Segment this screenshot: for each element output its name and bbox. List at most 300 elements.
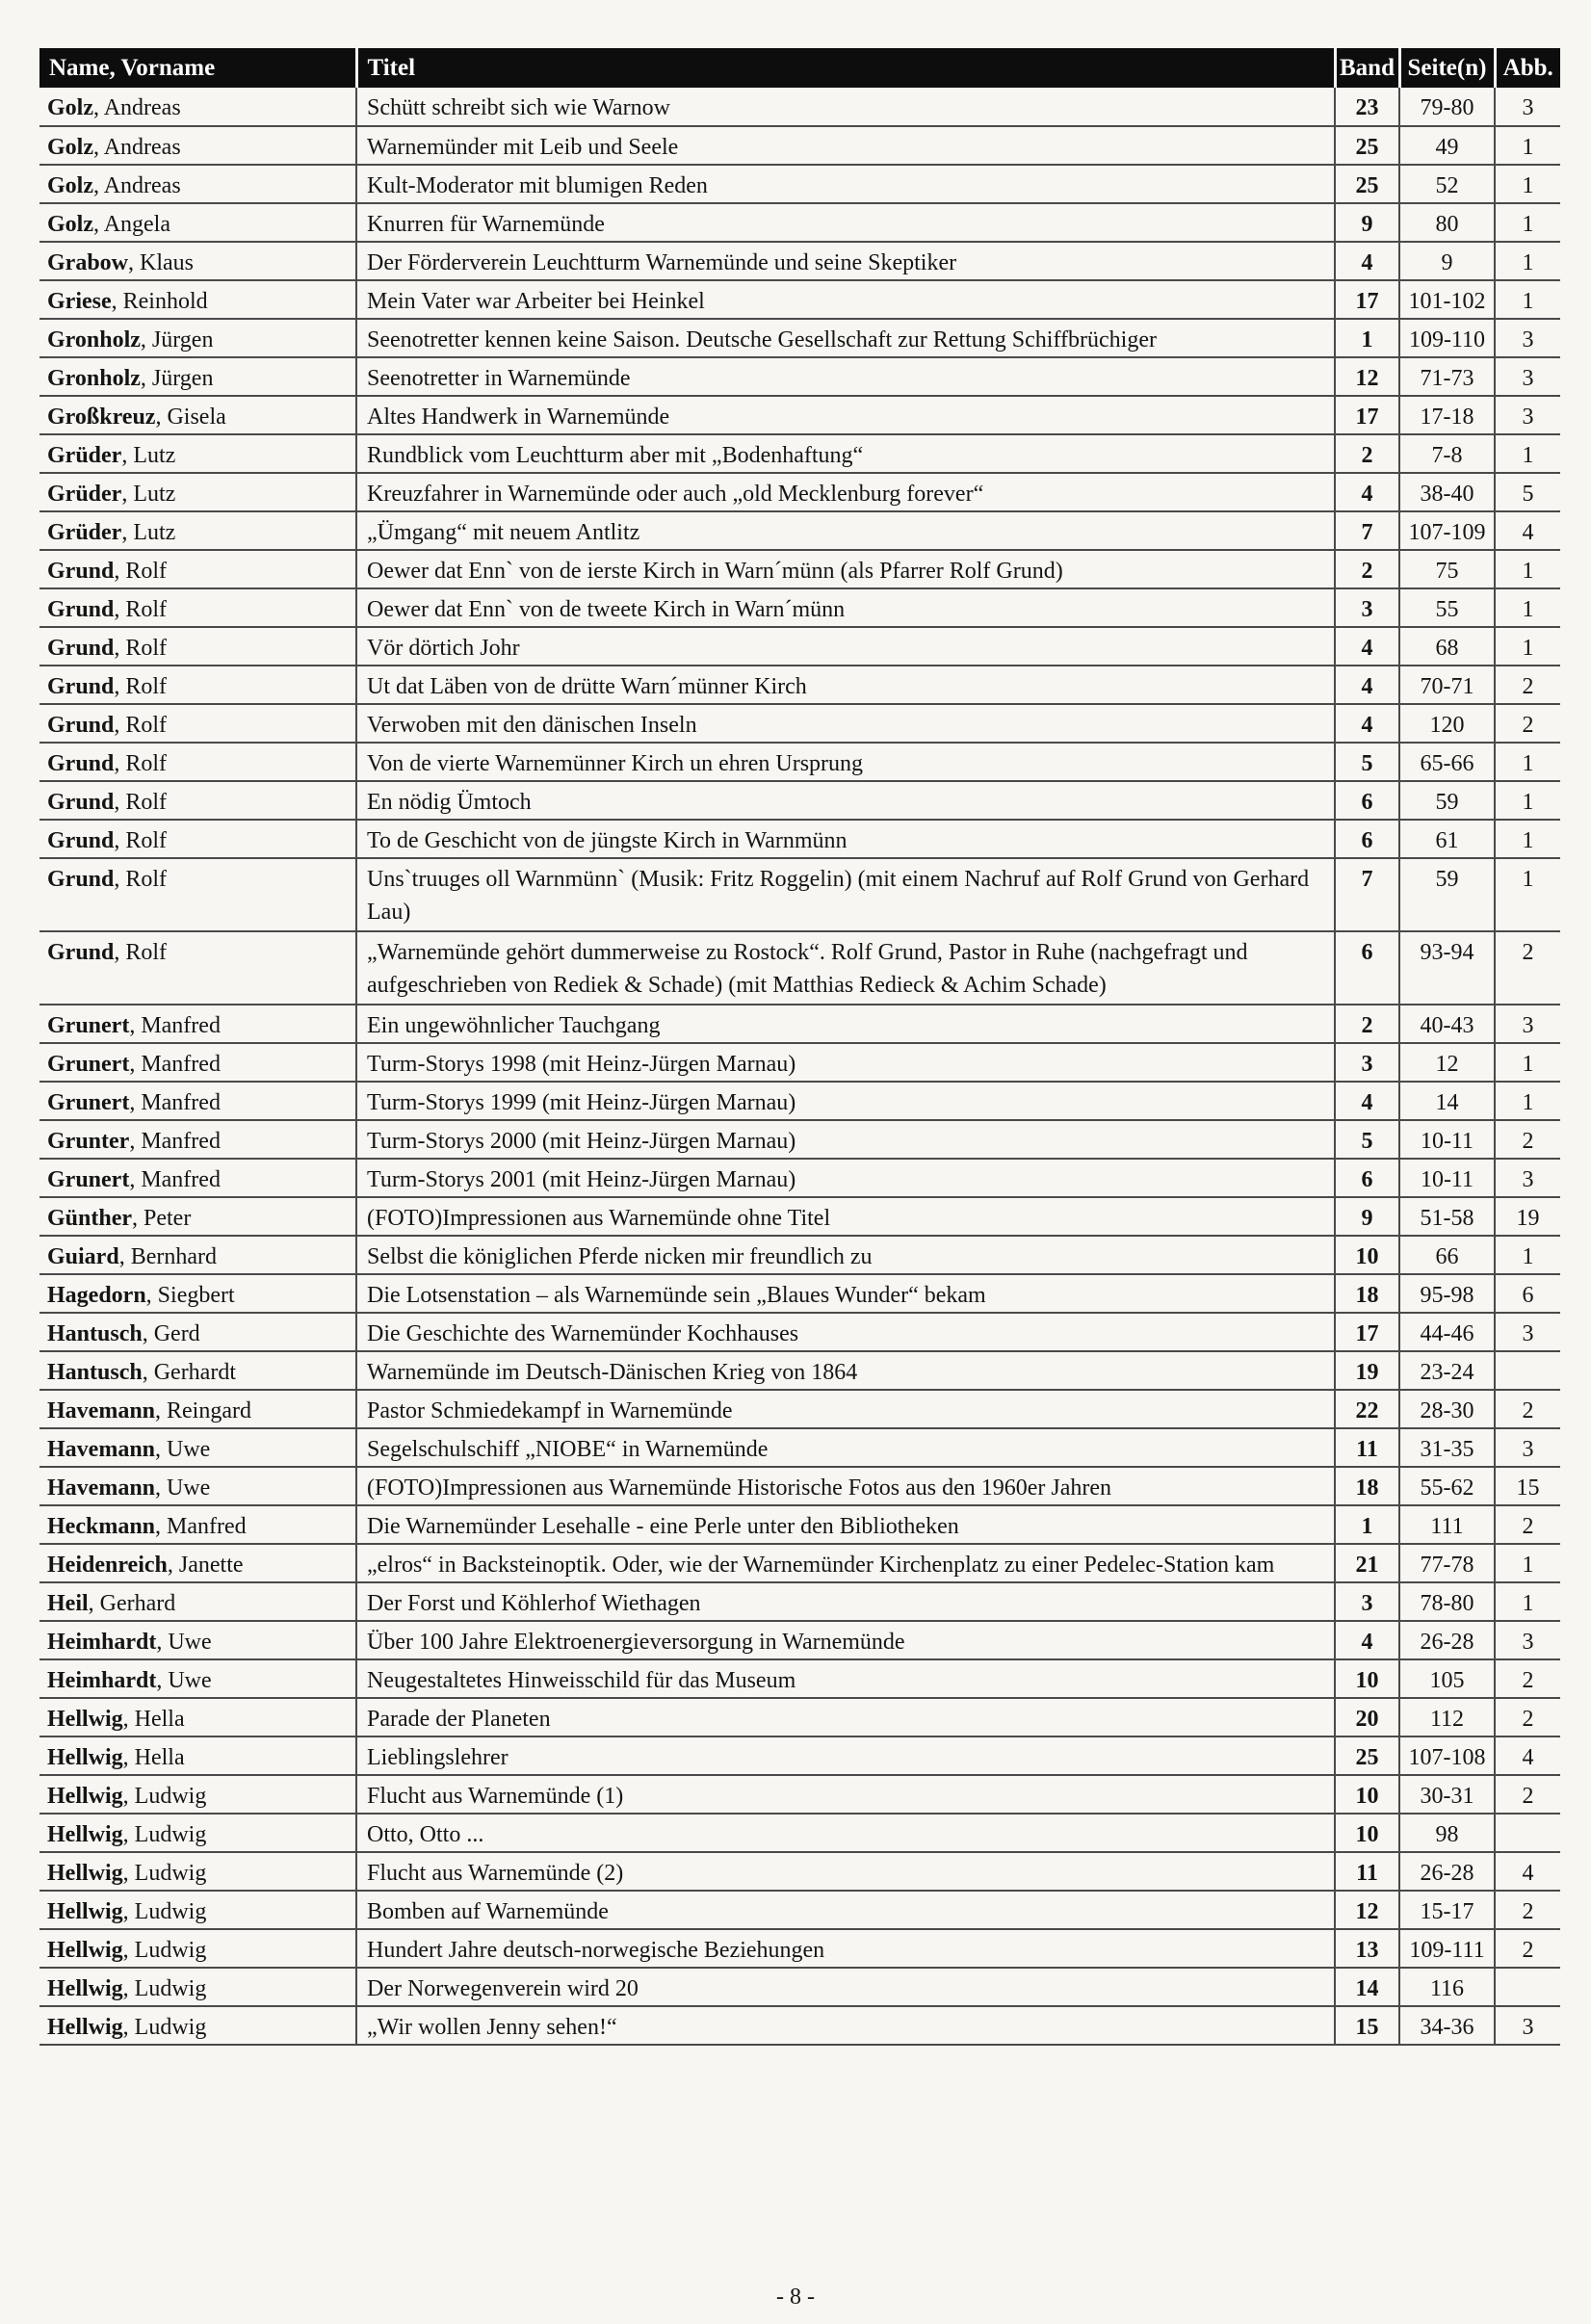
band-cell: 22 — [1335, 1390, 1399, 1428]
author-firstname: Ludwig — [134, 1822, 207, 1847]
pages-cell: 78-80 — [1399, 1582, 1495, 1621]
band-cell: 3 — [1335, 1582, 1399, 1621]
pages-cell: 59 — [1399, 858, 1495, 931]
article-title-cell: Selbst die königlichen Pferde nicken mir freundlich zu — [356, 1236, 1335, 1274]
table-row — [39, 1736, 1560, 1775]
figures-cell: 2 — [1495, 666, 1560, 704]
figures-cell: 4 — [1495, 1736, 1560, 1775]
author-name-cell: Hellwig, Ludwig — [39, 1814, 356, 1852]
figures-cell: 3 — [1495, 1428, 1560, 1467]
author-name-cell: Golz, Andreas — [39, 126, 356, 165]
table-row — [39, 1351, 1560, 1390]
author-surname: Gronholz — [47, 366, 141, 391]
author-surname: Hellwig — [47, 2015, 123, 2040]
pages-cell: 9 — [1399, 242, 1495, 280]
author-firstname: Gerhardt — [153, 1360, 236, 1385]
author-firstname: Lutz — [133, 482, 176, 507]
author-surname: Havemann — [47, 1398, 156, 1423]
pages-cell: 52 — [1399, 165, 1495, 203]
table-row — [39, 396, 1560, 434]
pages-cell: 10-11 — [1399, 1159, 1495, 1197]
table-header — [39, 48, 1560, 88]
pages-cell: 31-35 — [1399, 1428, 1495, 1467]
figures-cell: 3 — [1495, 88, 1560, 126]
band-cell: 10 — [1335, 1775, 1399, 1814]
author-name-cell: Hellwig, Ludwig — [39, 1929, 356, 1968]
header-band: Band — [1335, 48, 1399, 88]
figures-cell: 1 — [1495, 126, 1560, 165]
table-body — [39, 88, 1560, 2045]
figures-cell: 1 — [1495, 1236, 1560, 1274]
author-firstname: Lutz — [133, 443, 176, 468]
author-name-cell: Großkreuz, Gisela — [39, 396, 356, 434]
band-cell: 6 — [1335, 781, 1399, 820]
article-title-cell: Altes Handwerk in Warnemünde — [356, 396, 1335, 434]
author-name-cell: Grund, Rolf — [39, 743, 356, 781]
table-row — [39, 1428, 1560, 1467]
author-surname: Hellwig — [47, 1745, 123, 1770]
table-row — [39, 1544, 1560, 1582]
pages-cell: 61 — [1399, 820, 1495, 858]
author-firstname: Gerhard — [99, 1591, 176, 1616]
table-row — [39, 434, 1560, 473]
article-title-cell: Über 100 Jahre Elektroenergieversorgung in Warnemünde — [356, 1621, 1335, 1659]
pages-cell: 107-108 — [1399, 1736, 1495, 1775]
article-title-cell: „Wir wollen Jenny sehen!“ — [356, 2006, 1335, 2045]
band-cell: 6 — [1335, 931, 1399, 1005]
author-name-cell: Grüder, Lutz — [39, 434, 356, 473]
author-name-cell: Grund, Rolf — [39, 931, 356, 1005]
article-title-cell: Hundert Jahre deutsch-norwegische Beziehungen — [356, 1929, 1335, 1968]
article-title-cell: Neugestaltetes Hinweisschild für das Museum — [356, 1659, 1335, 1698]
author-surname: Grunert — [47, 1090, 130, 1115]
figures-cell: 1 — [1495, 242, 1560, 280]
author-name-cell: Günther, Peter — [39, 1197, 356, 1236]
author-firstname: Manfred — [141, 1129, 221, 1154]
article-title-cell: Der Norwegenverein wird 20 — [356, 1968, 1335, 2006]
article-title-cell: Warnemünde im Deutsch-Dänischen Krieg von 1864 — [356, 1351, 1335, 1390]
pages-cell: 23-24 — [1399, 1351, 1495, 1390]
author-surname: Grüder — [47, 443, 122, 468]
author-firstname: Reingard — [167, 1398, 251, 1423]
band-cell: 13 — [1335, 1929, 1399, 1968]
figures-cell: 2 — [1495, 1929, 1560, 1968]
band-cell: 10 — [1335, 1814, 1399, 1852]
pages-cell: 34-36 — [1399, 2006, 1495, 2045]
author-name-cell: Grabow, Klaus — [39, 242, 356, 280]
pages-cell: 40-43 — [1399, 1005, 1495, 1043]
author-name-cell: Hellwig, Ludwig — [39, 1968, 356, 2006]
author-name-cell: Grüder, Lutz — [39, 511, 356, 550]
article-title-cell: En nödig Ümtoch — [356, 781, 1335, 820]
figures-cell: 1 — [1495, 588, 1560, 627]
author-surname: Grund — [47, 713, 115, 738]
figures-cell: 1 — [1495, 203, 1560, 242]
author-firstname: Jürgen — [151, 366, 214, 391]
table-row — [39, 2006, 1560, 2045]
author-firstname: Uwe — [167, 1437, 211, 1462]
table-row — [39, 165, 1560, 203]
figures-cell: 1 — [1495, 1082, 1560, 1120]
pages-cell: 116 — [1399, 1968, 1495, 2006]
article-title-cell: Warnemünder mit Leib und Seele — [356, 126, 1335, 165]
band-cell: 18 — [1335, 1274, 1399, 1313]
author-name-cell: Grund, Rolf — [39, 627, 356, 666]
pages-cell: 66 — [1399, 1236, 1495, 1274]
author-surname: Golz — [47, 135, 93, 160]
author-surname: Golz — [47, 95, 93, 120]
band-cell: 14 — [1335, 1968, 1399, 2006]
author-surname: Hellwig — [47, 1899, 123, 1924]
figures-cell: 2 — [1495, 704, 1560, 743]
author-name-cell: Grunert, Manfred — [39, 1005, 356, 1043]
author-firstname: Rolf — [125, 597, 168, 622]
author-name-cell: Havemann, Uwe — [39, 1428, 356, 1467]
article-title-cell: Seenotretter in Warnemünde — [356, 357, 1335, 396]
pages-cell: 101-102 — [1399, 280, 1495, 319]
author-surname: Hellwig — [47, 1976, 123, 2001]
article-title-cell: „Warnemünde gehört dummerweise zu Rostock“. Rolf Grund, Pastor in Ruhe (nachgefragt und aufgeschrieben von Rediek & Schade) (mit Matthias Redieck & Achim Schade) — [356, 931, 1335, 1005]
author-name-cell: Golz, Andreas — [39, 88, 356, 126]
author-surname: Grund — [47, 674, 115, 699]
author-surname: Grabow — [47, 250, 128, 275]
pages-cell: 75 — [1399, 550, 1495, 588]
article-title-cell: Flucht aus Warnemünde (2) — [356, 1852, 1335, 1891]
author-surname: Hantusch — [47, 1360, 143, 1385]
table-row — [39, 1390, 1560, 1428]
author-name-cell: Grund, Rolf — [39, 704, 356, 743]
figures-cell: 1 — [1495, 820, 1560, 858]
article-title-cell: Von de vierte Warnemünner Kirch un ehren Ursprung — [356, 743, 1335, 781]
author-firstname: Ludwig — [134, 1899, 207, 1924]
band-cell: 9 — [1335, 203, 1399, 242]
table-row — [39, 511, 1560, 550]
table-row — [39, 357, 1560, 396]
band-cell: 1 — [1335, 1505, 1399, 1544]
author-firstname: Manfred — [141, 1052, 221, 1077]
table-row — [39, 1274, 1560, 1313]
author-firstname: Rolf — [125, 828, 168, 853]
author-surname: Grüder — [47, 520, 122, 545]
pages-cell: 30-31 — [1399, 1775, 1495, 1814]
author-firstname: Angela — [103, 212, 170, 237]
figures-cell: 5 — [1495, 473, 1560, 511]
article-title-cell: Flucht aus Warnemünde (1) — [356, 1775, 1335, 1814]
table-row — [39, 1197, 1560, 1236]
article-title-cell: Turm-Storys 1999 (mit Heinz-Jürgen Marnau) — [356, 1082, 1335, 1120]
header-seite: Seite(n) — [1399, 48, 1495, 88]
author-firstname: Rolf — [125, 751, 168, 776]
figures-cell — [1495, 1814, 1560, 1852]
author-name-cell: Heil, Gerhard — [39, 1582, 356, 1621]
author-surname: Grund — [47, 867, 115, 892]
article-title-cell: Der Forst und Köhlerhof Wiethagen — [356, 1582, 1335, 1621]
figures-cell: 15 — [1495, 1467, 1560, 1505]
band-cell: 25 — [1335, 126, 1399, 165]
pages-cell: 79-80 — [1399, 88, 1495, 126]
table-row — [39, 704, 1560, 743]
pages-cell: 65-66 — [1399, 743, 1495, 781]
article-title-cell: Segelschulschiff „NIOBE“ in Warnemünde — [356, 1428, 1335, 1467]
author-firstname: Manfred — [141, 1167, 221, 1192]
table-row — [39, 1313, 1560, 1351]
author-name-cell: Grund, Rolf — [39, 550, 356, 588]
table-row — [39, 1120, 1560, 1159]
table-row — [39, 1775, 1560, 1814]
author-firstname: Siegbert — [157, 1283, 235, 1308]
author-surname: Gronholz — [47, 327, 141, 353]
author-name-cell: Hellwig, Ludwig — [39, 1775, 356, 1814]
author-name-cell: Heimhardt, Uwe — [39, 1659, 356, 1698]
pages-cell: 28-30 — [1399, 1390, 1495, 1428]
figures-cell: 1 — [1495, 434, 1560, 473]
author-surname: Heckmann — [47, 1514, 156, 1539]
figures-cell: 1 — [1495, 280, 1560, 319]
article-title-cell: Schütt schreibt sich wie Warnow — [356, 88, 1335, 126]
article-title-cell: Seenotretter kennen keine Saison. Deutsche Gesellschaft zur Rettung Schiffbrüchiger — [356, 319, 1335, 357]
article-title-cell: Oewer dat Enn` von de tweete Kirch in Warn´münn — [356, 588, 1335, 627]
table-row — [39, 550, 1560, 588]
pages-cell: 112 — [1399, 1698, 1495, 1736]
author-surname: Heimhardt — [47, 1630, 157, 1655]
article-title-cell: Turm-Storys 2000 (mit Heinz-Jürgen Marnau) — [356, 1120, 1335, 1159]
table-row — [39, 203, 1560, 242]
article-title-cell: Uns`truuges oll Warnmünn` (Musik: Fritz Roggelin) (mit einem Nachruf auf Rolf Grund von Gerhard Lau) — [356, 858, 1335, 931]
band-cell: 4 — [1335, 704, 1399, 743]
figures-cell: 1 — [1495, 1544, 1560, 1582]
author-surname: Hellwig — [47, 1784, 123, 1809]
table-row — [39, 1505, 1560, 1544]
author-name-cell: Hantusch, Gerd — [39, 1313, 356, 1351]
author-firstname: Hella — [134, 1745, 185, 1770]
pages-cell: 120 — [1399, 704, 1495, 743]
author-firstname: Peter — [143, 1206, 192, 1231]
table-row — [39, 858, 1560, 931]
author-surname: Hagedorn — [47, 1283, 146, 1308]
figures-cell: 1 — [1495, 165, 1560, 203]
article-title-cell: „Ümgang“ mit neuem Antlitz — [356, 511, 1335, 550]
author-firstname: Hella — [134, 1707, 185, 1732]
figures-cell: 3 — [1495, 1313, 1560, 1351]
article-title-cell: „elros“ in Backsteinoptik. Oder, wie der Warnemünder Kirchenplatz zu einer Pedelec-Station kam — [356, 1544, 1335, 1582]
figures-cell: 3 — [1495, 319, 1560, 357]
author-firstname: Rolf — [125, 674, 168, 699]
article-title-cell: Ein ungewöhnlicher Tauchgang — [356, 1005, 1335, 1043]
table-row — [39, 931, 1560, 1005]
author-name-cell: Grund, Rolf — [39, 781, 356, 820]
author-name-cell: Griese, Reinhold — [39, 280, 356, 319]
author-name-cell: Hellwig, Ludwig — [39, 1891, 356, 1929]
table-row — [39, 1582, 1560, 1621]
pages-cell: 77-78 — [1399, 1544, 1495, 1582]
article-title-cell: Turm-Storys 1998 (mit Heinz-Jürgen Marnau) — [356, 1043, 1335, 1082]
table-row — [39, 1814, 1560, 1852]
author-firstname: Andreas — [103, 173, 181, 198]
band-cell: 17 — [1335, 1313, 1399, 1351]
author-name-cell: Hagedorn, Siegbert — [39, 1274, 356, 1313]
author-surname: Großkreuz — [47, 405, 156, 430]
band-cell: 5 — [1335, 1120, 1399, 1159]
table-row — [39, 280, 1560, 319]
author-surname: Grund — [47, 828, 115, 853]
figures-cell: 4 — [1495, 511, 1560, 550]
author-name-cell: Hellwig, Hella — [39, 1698, 356, 1736]
author-name-cell: Grund, Rolf — [39, 858, 356, 931]
author-firstname: Ludwig — [134, 1784, 207, 1809]
band-cell: 7 — [1335, 858, 1399, 931]
table-row — [39, 1891, 1560, 1929]
author-surname: Golz — [47, 173, 93, 198]
figures-cell: 19 — [1495, 1197, 1560, 1236]
article-title-cell: Parade der Planeten — [356, 1698, 1335, 1736]
table-row — [39, 781, 1560, 820]
article-title-cell: Die Lotsenstation – als Warnemünde sein „Blaues Wunder“ bekam — [356, 1274, 1335, 1313]
pages-cell: 12 — [1399, 1043, 1495, 1082]
author-firstname: Gerd — [153, 1321, 200, 1346]
table-row — [39, 1929, 1560, 1968]
pages-cell: 109-110 — [1399, 319, 1495, 357]
pages-cell: 7-8 — [1399, 434, 1495, 473]
author-name-cell: Heidenreich, Janette — [39, 1544, 356, 1582]
figures-cell: 2 — [1495, 1698, 1560, 1736]
table-row — [39, 743, 1560, 781]
table-row — [39, 1968, 1560, 2006]
author-name-cell: Grüder, Lutz — [39, 473, 356, 511]
author-surname: Heidenreich — [47, 1553, 168, 1578]
band-cell: 2 — [1335, 1005, 1399, 1043]
author-surname: Grund — [47, 790, 115, 815]
author-surname: Grunert — [47, 1013, 130, 1038]
figures-cell: 3 — [1495, 357, 1560, 396]
author-firstname: Ludwig — [134, 1938, 207, 1963]
author-firstname: Rolf — [125, 636, 168, 661]
author-firstname: Manfred — [141, 1013, 221, 1038]
table-row — [39, 242, 1560, 280]
pages-cell: 98 — [1399, 1814, 1495, 1852]
table-row — [39, 820, 1560, 858]
pages-cell: 71-73 — [1399, 357, 1495, 396]
header-title: Titel — [356, 48, 1335, 88]
article-title-cell: Kreuzfahrer in Warnemünde oder auch „old Mecklenburg forever“ — [356, 473, 1335, 511]
author-surname: Günther — [47, 1206, 133, 1231]
band-cell: 21 — [1335, 1544, 1399, 1582]
figures-cell: 1 — [1495, 627, 1560, 666]
author-surname: Havemann — [47, 1475, 156, 1501]
author-firstname: Rolf — [125, 713, 168, 738]
author-name-cell: Heimhardt, Uwe — [39, 1621, 356, 1659]
figures-cell: 1 — [1495, 781, 1560, 820]
table-row — [39, 1043, 1560, 1082]
band-cell: 2 — [1335, 550, 1399, 588]
author-firstname: Gisela — [167, 405, 226, 430]
article-title-cell: Otto, Otto ... — [356, 1814, 1335, 1852]
table-row — [39, 319, 1560, 357]
author-firstname: Rolf — [125, 867, 168, 892]
author-surname: Grunert — [47, 1052, 130, 1077]
author-surname: Guiard — [47, 1244, 119, 1269]
figures-cell: 3 — [1495, 2006, 1560, 2045]
figures-cell: 1 — [1495, 858, 1560, 931]
article-title-cell: Verwoben mit den dänischen Inseln — [356, 704, 1335, 743]
article-title-cell: Kult-Moderator mit blumigen Reden — [356, 165, 1335, 203]
author-surname: Golz — [47, 212, 93, 237]
author-surname: Grunert — [47, 1167, 130, 1192]
band-cell: 10 — [1335, 1236, 1399, 1274]
author-name-cell: Gronholz, Jürgen — [39, 319, 356, 357]
pages-cell: 59 — [1399, 781, 1495, 820]
figures-cell: 2 — [1495, 1505, 1560, 1544]
band-cell: 11 — [1335, 1428, 1399, 1467]
author-firstname: Ludwig — [134, 2015, 207, 2040]
table-row — [39, 666, 1560, 704]
figures-cell: 2 — [1495, 931, 1560, 1005]
author-firstname: Rolf — [125, 559, 168, 584]
band-cell: 9 — [1335, 1197, 1399, 1236]
band-cell: 12 — [1335, 357, 1399, 396]
author-name-cell: Golz, Andreas — [39, 165, 356, 203]
author-name-cell: Guiard, Bernhard — [39, 1236, 356, 1274]
author-name-cell: Grund, Rolf — [39, 588, 356, 627]
article-title-cell: Die Warnemünder Lesehalle - eine Perle unter den Bibliotheken — [356, 1505, 1335, 1544]
figures-cell: 2 — [1495, 1659, 1560, 1698]
author-name-cell: Hantusch, Gerhardt — [39, 1351, 356, 1390]
author-firstname: Manfred — [167, 1514, 247, 1539]
band-cell: 4 — [1335, 473, 1399, 511]
author-firstname: Rolf — [125, 790, 168, 815]
author-name-cell: Hellwig, Ludwig — [39, 1852, 356, 1891]
author-name-cell: Grund, Rolf — [39, 666, 356, 704]
author-surname: Heimhardt — [47, 1668, 157, 1693]
author-firstname: Jürgen — [151, 327, 214, 353]
author-firstname: Ludwig — [134, 1976, 207, 2001]
figures-cell — [1495, 1351, 1560, 1390]
article-title-cell: Rundblick vom Leuchtturm aber mit „Bodenhaftung“ — [356, 434, 1335, 473]
band-cell: 4 — [1335, 242, 1399, 280]
band-cell: 20 — [1335, 1698, 1399, 1736]
article-title-cell: Ut dat Läben von de drütte Warn´münner Kirch — [356, 666, 1335, 704]
pages-cell: 44-46 — [1399, 1313, 1495, 1351]
band-cell: 17 — [1335, 280, 1399, 319]
band-cell: 4 — [1335, 1082, 1399, 1120]
author-surname: Grund — [47, 597, 115, 622]
figures-cell: 3 — [1495, 1159, 1560, 1197]
band-cell: 6 — [1335, 1159, 1399, 1197]
figures-cell: 1 — [1495, 550, 1560, 588]
author-name-cell: Havemann, Uwe — [39, 1467, 356, 1505]
band-cell: 11 — [1335, 1852, 1399, 1891]
author-name-cell: Hellwig, Ludwig — [39, 2006, 356, 2045]
author-surname: Grund — [47, 636, 115, 661]
author-surname: Grund — [47, 940, 115, 965]
pages-cell: 70-71 — [1399, 666, 1495, 704]
table-row — [39, 1159, 1560, 1197]
band-cell: 15 — [1335, 2006, 1399, 2045]
author-firstname: Uwe — [167, 1475, 211, 1501]
author-name-cell: Golz, Angela — [39, 203, 356, 242]
band-cell: 3 — [1335, 1043, 1399, 1082]
figures-cell: 1 — [1495, 1043, 1560, 1082]
author-name-cell: Grunert, Manfred — [39, 1082, 356, 1120]
table-row — [39, 1467, 1560, 1505]
figures-cell: 2 — [1495, 1390, 1560, 1428]
table-row — [39, 627, 1560, 666]
author-name-cell: Hellwig, Hella — [39, 1736, 356, 1775]
article-title-cell: Turm-Storys 2001 (mit Heinz-Jürgen Marnau) — [356, 1159, 1335, 1197]
author-firstname: Rolf — [125, 940, 168, 965]
author-surname: Hellwig — [47, 1822, 123, 1847]
figures-cell: 3 — [1495, 1005, 1560, 1043]
pages-cell: 49 — [1399, 126, 1495, 165]
